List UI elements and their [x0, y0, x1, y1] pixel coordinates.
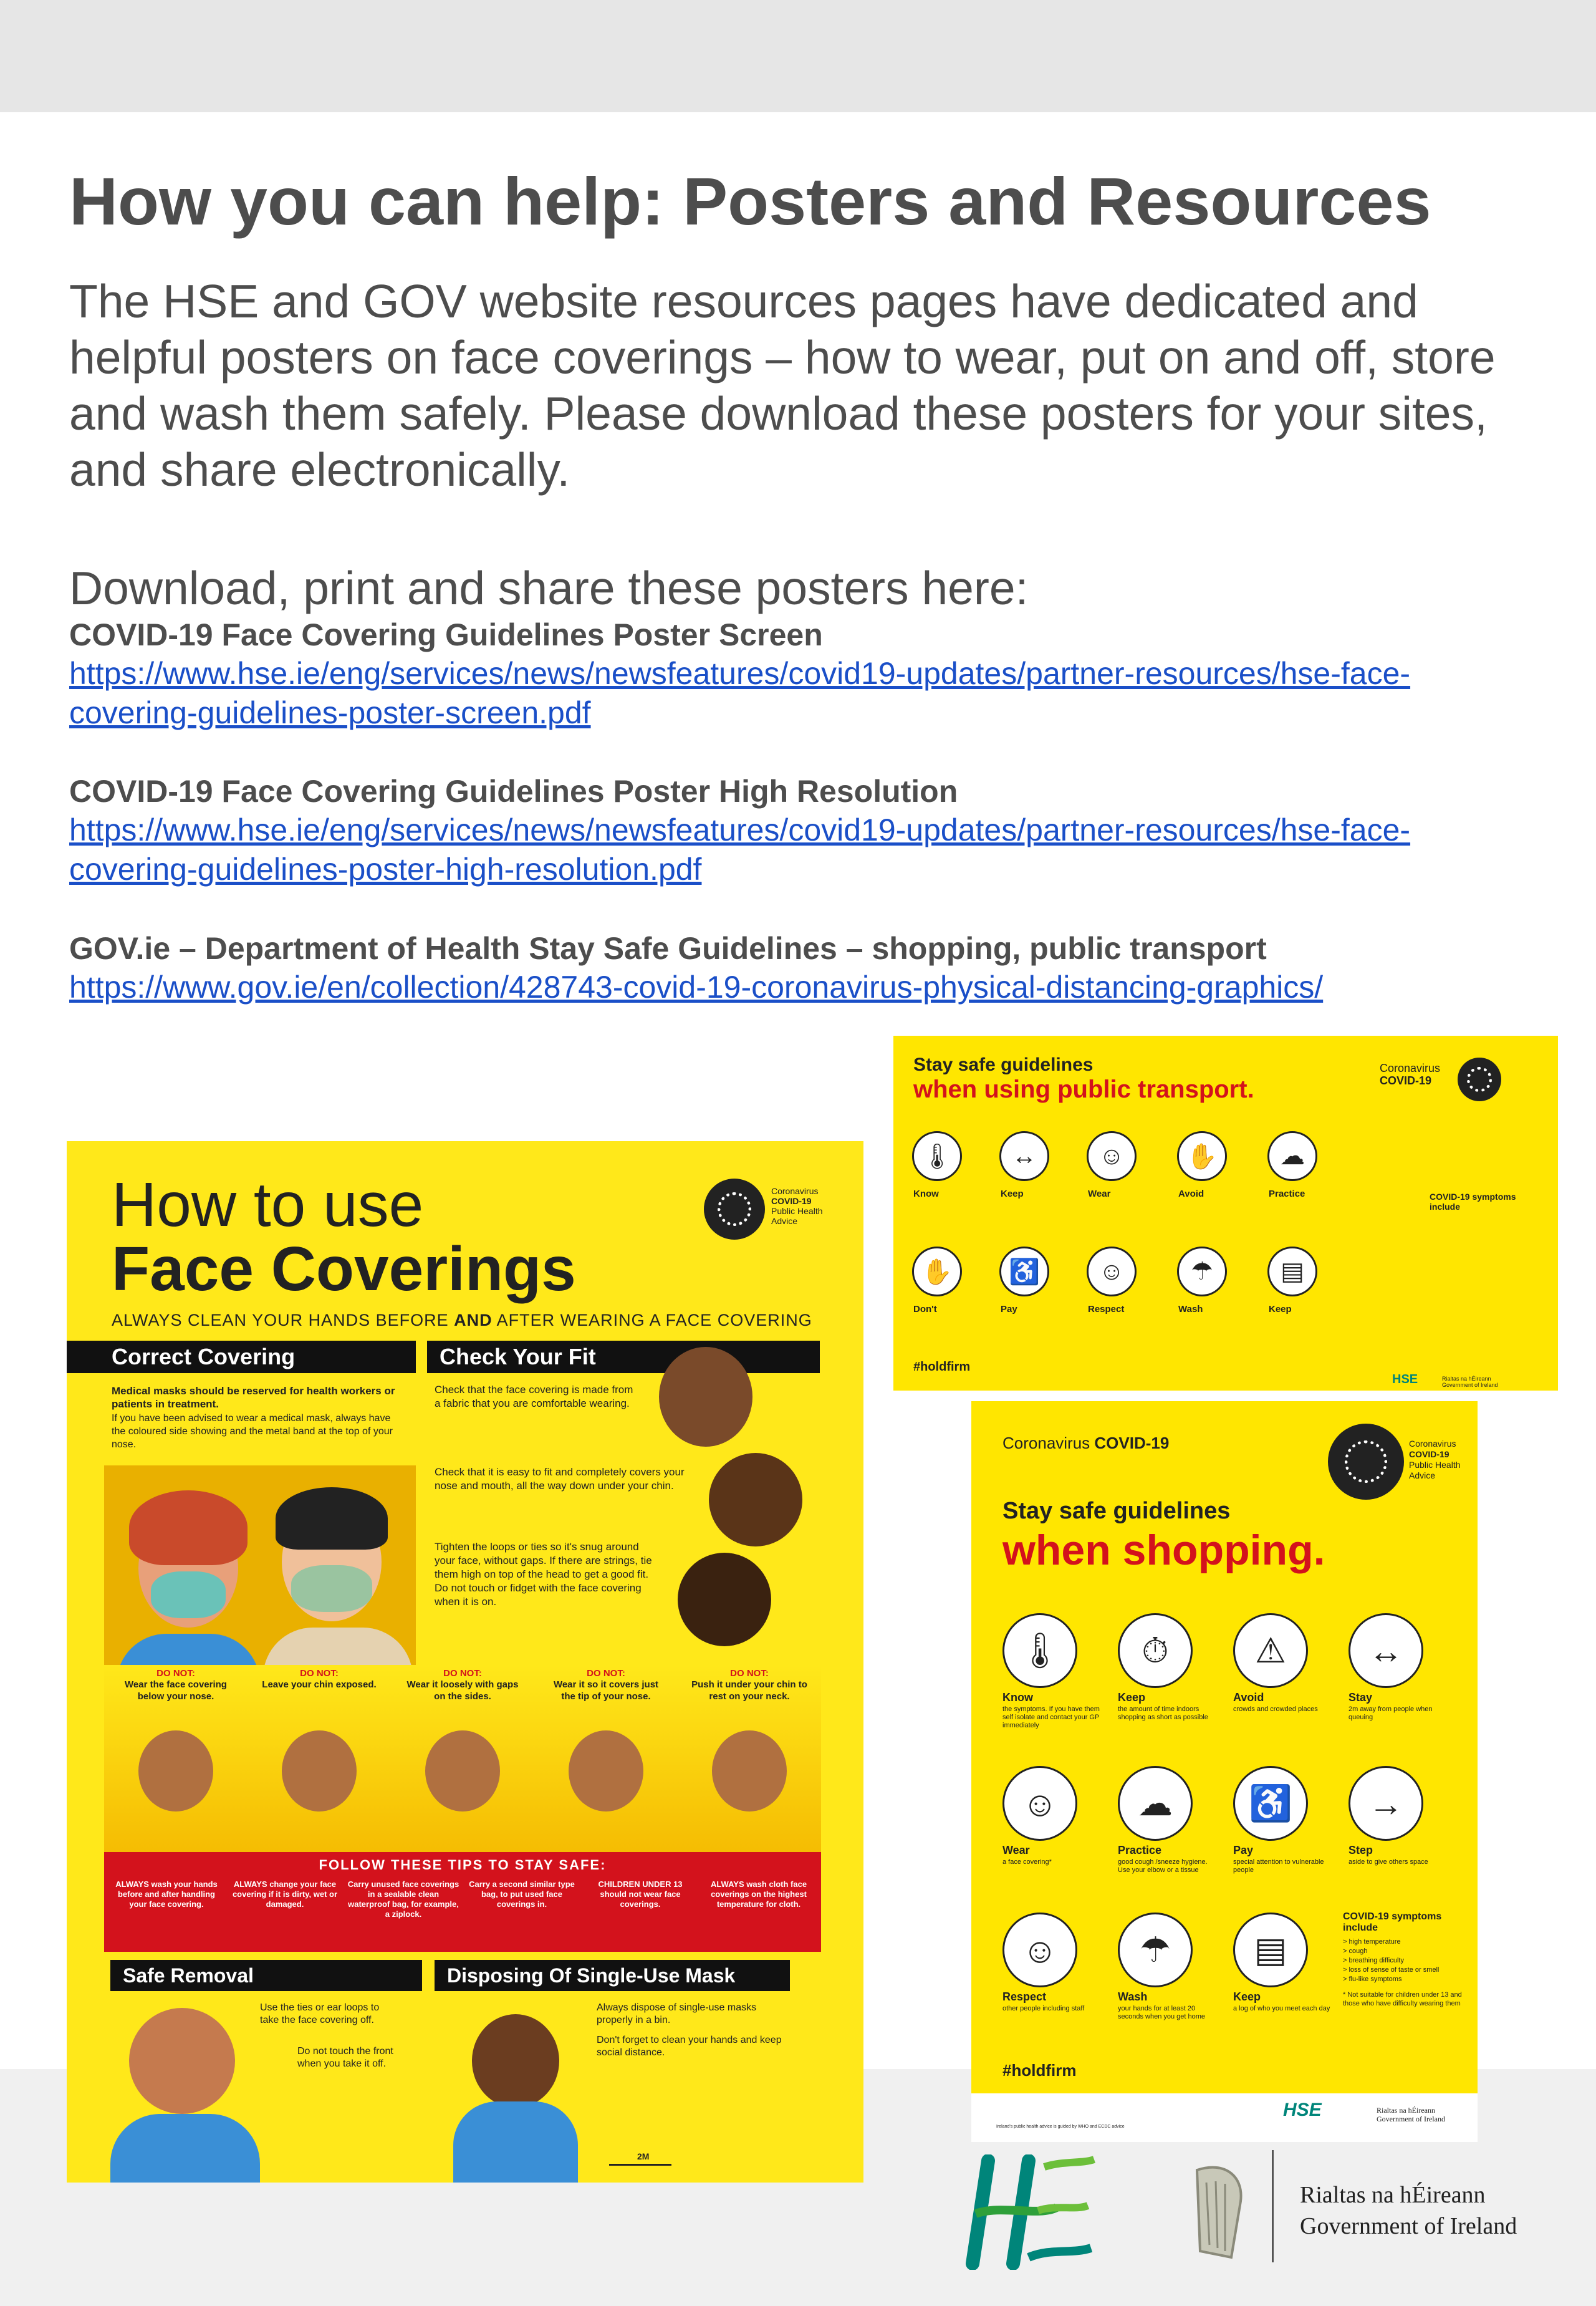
do-not-item — [678, 1668, 821, 1702]
tip-text: Carry a second similar type bag, to put used face coverings in. — [469, 1879, 575, 1909]
hse-logo — [963, 2154, 1100, 2270]
tip-text: ALWAYS change your face covering if it is dirty, wet or damaged. — [232, 1879, 338, 1909]
person-hair — [129, 1490, 248, 1565]
person-illustration — [709, 1453, 802, 1546]
removal-text-1: Use the ties or ear loops to take the face covering off. — [260, 2002, 380, 2025]
shopping-poster — [971, 1401, 1478, 2142]
do-not-item — [248, 1668, 391, 1691]
resource-link[interactable]: https://www.gov.ie/en/collection/428743-covid-19-coronavirus-physical-distancing-graphics/ — [69, 970, 1324, 1005]
public-transport-poster — [893, 1036, 1558, 1391]
icon-label: Wear — [1002, 1844, 1030, 1856]
do-not-text: Wear it so it covers just the tip of your nose. — [553, 1679, 659, 1702]
mask-icon — [151, 1571, 226, 1618]
person-hair — [276, 1487, 388, 1550]
do-not-item — [391, 1668, 534, 1702]
gov-line-2: Government of Ireland — [1300, 2213, 1517, 2239]
gov-logo-text: Rialtas na hÉireann Government of Ireland — [1377, 2106, 1445, 2123]
thermometer-icon: 🌡 — [912, 1131, 962, 1181]
vulnerable-person-icon: ♿ — [999, 1247, 1049, 1296]
coronavirus-icon — [1458, 1058, 1501, 1101]
covid-badge-text: Coronavirus COVID-19 Public Health Advice — [1409, 1439, 1461, 1480]
hse-logo: HSE — [1283, 2100, 1322, 2120]
correct-covering-heading: Correct Covering — [67, 1341, 416, 1373]
face-illustration — [138, 1730, 213, 1812]
shop-header: Coronavirus COVID-19 — [1002, 1434, 1170, 1452]
resource-link[interactable]: https://www.hse.ie/eng/services/news/newsfeatures/covid19-updates/partner-resources/hse-face- covering-guidelines-poster-screen.pdf — [69, 656, 1411, 730]
badge-text: Public Health — [771, 1206, 823, 1216]
person-illustration — [659, 1347, 752, 1447]
icon-description: your hands for at least 20 seconds when you get home — [1118, 2005, 1206, 2020]
dispose-text-1: Always dispose of single-use masks properly in a bin. — [597, 2002, 757, 2025]
icon-description: the symptoms. If you have them self isolate and contact your GP immediately — [1002, 1705, 1100, 1729]
symptoms-note: * Not suitable for children under 13 and those who have difficulty wearing them — [1343, 1991, 1462, 2007]
tips-box — [104, 1852, 821, 1952]
do-not-label: DO NOT: — [156, 1668, 195, 1679]
face-illustration — [425, 1730, 500, 1812]
gov-line-1: Rialtas na hÉireann — [1300, 2182, 1486, 2208]
icon-description: a log of who you meet each day — [1233, 2005, 1330, 2012]
dispose-text-2: Don't forget to clean your hands and keep social distance. — [597, 2035, 782, 2058]
do-not-text: Wear it loosely with gaps on the sides. — [406, 1679, 519, 1702]
symptoms-title: COVID-19 symptoms include — [1430, 1192, 1516, 1212]
distance-icon: ↔ — [1348, 1613, 1423, 1688]
crowd-icon: ⚠ — [1233, 1613, 1308, 1688]
no-touch-icon: ✋ — [1177, 1131, 1227, 1181]
do-not-label: DO NOT: — [730, 1668, 769, 1679]
correct-covering-bold: Medical masks should be reserved for health workers or patients in treatment. — [112, 1385, 395, 1410]
resource-title: COVID-19 Face Covering Guidelines Poster Screen — [69, 617, 823, 652]
harp-icon — [1181, 2158, 1256, 2264]
page-title: How you can help: Posters and Resources — [69, 163, 1431, 239]
icon-description: a face covering* — [1002, 1858, 1052, 1866]
coronavirus-icon — [704, 1179, 765, 1240]
icon-label: Wash — [1178, 1304, 1203, 1315]
icon-description: the amount of time indoors shopping as short as possible — [1118, 1705, 1208, 1721]
resource-item — [69, 615, 1522, 733]
badge-text: COVID-19 — [771, 1196, 812, 1206]
person-illustration — [472, 2014, 559, 2108]
safe-removal-heading: Safe Removal — [110, 1960, 422, 1991]
logbook-icon: ▤ — [1233, 1913, 1308, 1987]
tip-text: ALWAYS wash your hands before and after handling your face covering. — [115, 1879, 218, 1909]
icon-label: Know — [913, 1189, 939, 1199]
hashtag: #holdfirm — [913, 1360, 971, 1374]
icon-label: Don't — [913, 1304, 937, 1315]
resource-title: GOV.ie – Department of Health Stay Safe Guidelines – shopping, public transport — [69, 931, 1267, 966]
check-fit-heading: Check Your Fit — [427, 1341, 820, 1373]
do-not-item — [534, 1668, 678, 1702]
removal-text-2: Do not touch the front when you take it off. — [297, 2046, 393, 2069]
icon-label: Pay — [1233, 1844, 1254, 1856]
do-not-item — [104, 1668, 248, 1702]
cough-icon: ☁ — [1267, 1131, 1317, 1181]
distance-icon: ↔ — [999, 1131, 1049, 1181]
symptoms-title: COVID-19 symptoms include — [1343, 1911, 1442, 1933]
face-coverings-poster — [67, 1141, 863, 2183]
symptoms-list: > high temperature > cough > breathing difficulty > loss of sense of taste or smell > flu-like symptoms — [1343, 1938, 1440, 1983]
gov-logo-text: Rialtas na hÉireann Government of Ireland — [1442, 1376, 1498, 1388]
icon-description: aside to give others space — [1348, 1858, 1428, 1866]
icon-label: Wash — [1118, 1990, 1148, 2003]
coronavirus-icon — [1328, 1424, 1404, 1500]
badge-text: COVID-19 — [1380, 1074, 1432, 1087]
badge-text: Advice — [771, 1216, 798, 1226]
do-not-row — [104, 1668, 821, 1868]
intro-paragraph: The HSE and GOV website resources pages have dedicated and helpful posters on face coverings – how to wear, put on and off, store and wash them safely. Please download these posters for your sites, and share electronically. — [69, 275, 1496, 496]
vulnerable-person-icon: ♿ — [1233, 1766, 1308, 1841]
person-shirt — [110, 2114, 260, 2183]
icon-label: Know — [1002, 1691, 1033, 1704]
person-illustration — [129, 2008, 235, 2114]
thermometer-icon: 🌡 — [1002, 1613, 1077, 1688]
hand-wash-icon: ☂ — [1118, 1913, 1193, 1987]
resource-title: COVID-19 Face Covering Guidelines Poster High Resolution — [69, 774, 958, 809]
resource-item — [69, 929, 1522, 1007]
hand-wash-icon: ☂ — [1177, 1247, 1227, 1296]
icon-description: other people including staff — [1002, 2005, 1085, 2012]
shop-line2: when shopping. — [1002, 1527, 1325, 1574]
do-not-text: Leave your chin exposed. — [262, 1679, 377, 1690]
badge-text: Coronavirus — [771, 1186, 819, 1196]
distance-arrow — [609, 2164, 671, 2166]
icon-label: Respect — [1088, 1304, 1125, 1315]
icon-label: Avoid — [1178, 1189, 1204, 1199]
icon-label: Practice — [1269, 1189, 1305, 1199]
badge-text: Coronavirus — [1380, 1062, 1441, 1074]
face-illustration — [569, 1730, 643, 1812]
icon-label: Keep — [1001, 1189, 1024, 1199]
download-heading: Download, print and share these posters here: — [69, 562, 1029, 614]
icon-description: special attention to vulnerable people — [1233, 1858, 1324, 1874]
icon-label: Avoid — [1233, 1691, 1264, 1704]
icon-label: Wear — [1088, 1189, 1111, 1199]
staff-icon: ☺ — [1002, 1913, 1077, 1987]
icon-label: Practice — [1118, 1844, 1162, 1856]
icon-label: Keep — [1118, 1691, 1146, 1704]
step-aside-icon: → — [1348, 1766, 1423, 1841]
icon-description: good cough /sneeze hygiene. Use your elbow or a tissue — [1118, 1858, 1208, 1874]
logo-divider — [1272, 2150, 1274, 2262]
fit-text-1: Check that the face covering is made from a fabric that you are comfortable wearing. — [435, 1384, 633, 1409]
poster-subtitle: ALWAYS CLEAN YOUR HANDS BEFORE AND AFTER WEARING A FACE COVERING — [112, 1311, 812, 1329]
poster-title-line1: How to use — [112, 1170, 424, 1240]
correct-covering-text: If you have been advised to wear a medical mask, always have the coloured side showing and the metal band at the top of your nose. — [112, 1413, 393, 1450]
mask-icon — [291, 1565, 372, 1612]
transport-line1: Stay safe guidelines — [913, 1054, 1094, 1075]
do-not-label: DO NOT: — [587, 1668, 625, 1679]
icon-label: Step — [1348, 1844, 1373, 1856]
icon-label: Respect — [1002, 1990, 1047, 2003]
covid-badge — [704, 1179, 832, 1241]
face-illustration — [712, 1730, 787, 1812]
mask-icon: ☺ — [1002, 1766, 1077, 1841]
logbook-icon: ▤ — [1267, 1247, 1317, 1296]
tip-text: ALWAYS wash cloth face coverings on the highest temperature for cloth. — [710, 1879, 807, 1909]
person-shirt — [453, 2101, 578, 2183]
top-band — [0, 0, 1596, 112]
tip-text: CHILDREN UNDER 13 should not wear face coverings. — [598, 1879, 683, 1909]
distance-label: 2M — [637, 2151, 650, 2161]
do-not-text: Push it under your chin to rest on your neck. — [691, 1679, 807, 1702]
resource-link[interactable]: https://www.hse.ie/eng/services/news/newsfeatures/covid19-updates/partner-resources/hse-face- covering-guidelines-poster-high-resolution.pdf — [69, 813, 1411, 887]
footer-note: Ireland's public health advice is guided by WHO and ECDC advice — [996, 2125, 1125, 2129]
do-not-text: Wear the face covering below your nose. — [125, 1679, 227, 1702]
face-illustration — [282, 1730, 357, 1812]
resource-item — [69, 772, 1522, 889]
fit-text-3: Tighten the loops or ties so it's snug around your face, without gaps. If there are strings, tie them high on top of the head to get a good fit. Do not touch or fidget with the face covering when it is on. — [435, 1541, 652, 1608]
do-not-label: DO NOT: — [300, 1668, 339, 1679]
icon-description: crowds and crowded places — [1233, 1705, 1318, 1713]
do-not-label: DO NOT: — [443, 1668, 482, 1679]
tip-text: Carry unused face coverings in a sealable clean waterproof bag, for example, a ziplock. — [347, 1879, 459, 1919]
hashtag: #holdfirm — [1002, 2061, 1077, 2080]
person-illustration — [678, 1553, 771, 1646]
icon-label: Keep — [1269, 1304, 1292, 1315]
shop-line1: Stay safe guidelines — [1002, 1498, 1231, 1524]
cough-icon: ☁ — [1118, 1766, 1193, 1841]
fit-text-2: Check that it is easy to fit and completely covers your nose and mouth, all the way down under your chin. — [435, 1466, 685, 1492]
tips-heading: FOLLOW THESE TIPS TO STAY SAFE: — [319, 1857, 607, 1873]
icon-description: 2m away from people when queuing — [1348, 1705, 1433, 1721]
disposing-heading: Disposing Of Single-Use Mask — [435, 1960, 790, 1991]
poster-title-line2: Face Coverings — [112, 1234, 576, 1304]
hse-logo: HSE — [1392, 1373, 1418, 1386]
mask-icon: ☺ — [1087, 1131, 1137, 1181]
icon-label: Stay — [1348, 1691, 1373, 1704]
no-touch-face-icon: ✋ — [912, 1247, 962, 1296]
transport-line2: when using public transport. — [913, 1076, 1254, 1103]
shop-footer — [971, 2093, 1478, 2142]
staff-icon: ☺ — [1087, 1247, 1137, 1296]
gov-ireland-logo-text — [1300, 2179, 1517, 2242]
icon-label: Keep — [1233, 1990, 1261, 2003]
icon-label: Pay — [1001, 1304, 1017, 1315]
timer-icon: ⏱ — [1118, 1613, 1193, 1688]
